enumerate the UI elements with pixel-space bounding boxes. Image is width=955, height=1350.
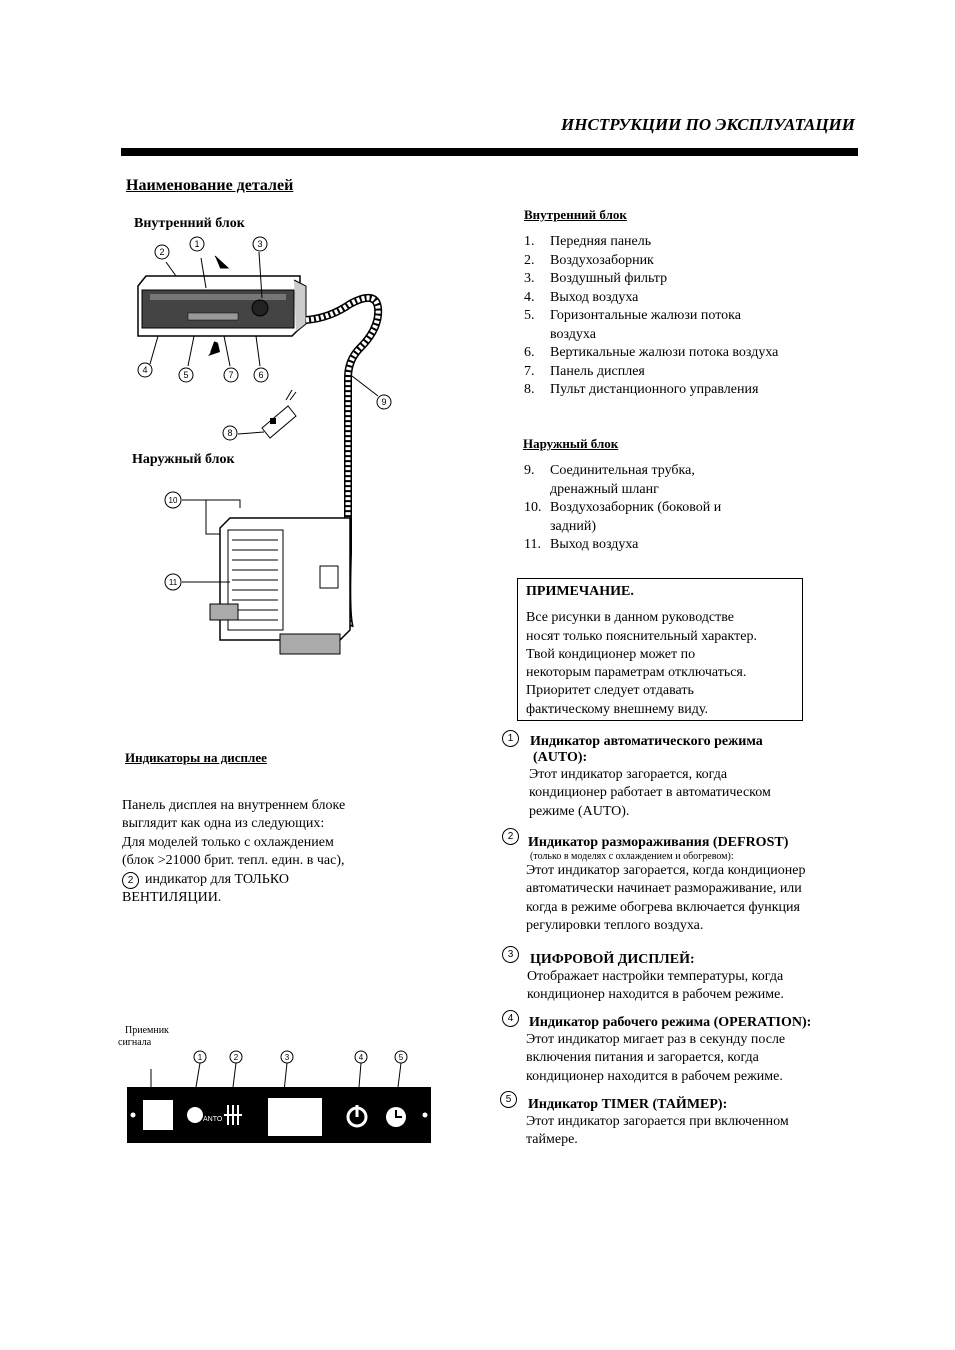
list-item: 3. Воздушный фильтр — [524, 271, 668, 286]
svg-text:2: 2 — [233, 1053, 239, 1062]
note-line: Все рисунки в данном руководстве — [526, 610, 734, 626]
section-title: Наименование деталей — [126, 177, 294, 194]
indicator-5-number: 5 — [500, 1091, 517, 1108]
header-rule — [121, 148, 858, 156]
callout-10: 10 — [168, 496, 178, 505]
callout-6: 6 — [258, 370, 264, 380]
parts-illustration — [120, 228, 400, 668]
callout-11: 11 — [168, 578, 178, 587]
indicator-3-block: 3 ЦИФРОВОЙ ДИСПЛЕЙ: Отображает настройки температуры, когда кондиционер находится в рабочем режиме. — [502, 946, 862, 1005]
note-line: носят только пояснительный характер. — [526, 628, 757, 644]
list-item: 11. Выход воздуха — [524, 537, 639, 552]
signal-receiver-label: Приемник сигнала — [118, 1025, 169, 1048]
note-line: фактическому внешнему виду. — [526, 701, 708, 717]
svg-text:4: 4 — [358, 1053, 364, 1062]
indicator-4-block: 4 Индикатор рабочего режима (OPERATION): Этот индикатор мигает раз в секунду после включения питания и загорается, когда кондиционер находится в рабочем режиме. — [502, 1010, 862, 1086]
note-line: Приоритет следует отдавать — [526, 683, 694, 699]
callout-8: 8 — [227, 428, 233, 438]
outdoor-list-title: Наружный блок — [523, 436, 619, 451]
svg-text:ANTO: ANTO — [203, 1116, 223, 1123]
indicator-note: (только в моделях с охлаждением и обогревом): — [530, 851, 734, 862]
indicator-2-symbol: 2 — [122, 872, 139, 889]
indicator-title: Индикатор TIMER (ТАЙМЕР): — [528, 1097, 728, 1112]
indicator-2-number: 2 — [502, 828, 519, 845]
svg-text:5: 5 — [398, 1053, 404, 1062]
note-line: Твой кондиционер может по — [526, 646, 696, 662]
indicator-3-number: 3 — [502, 946, 519, 963]
indoor-unit-drawing — [138, 256, 306, 356]
list-item: 9. Соединительная трубка, дренажный шланг — [524, 463, 695, 497]
note-box — [517, 578, 803, 721]
list-item: 8. Пульт дистанционного управления — [524, 382, 759, 397]
callout-9: 9 — [381, 397, 387, 407]
callout-1: 1 — [194, 239, 200, 249]
callout-4: 4 — [142, 365, 148, 375]
indicator-title: Индикатор рабочего режима (OPERATION): — [529, 1015, 812, 1030]
remote-control-drawing — [262, 390, 296, 438]
display-panel-diagram — [125, 1045, 433, 1145]
list-item: 2. Воздухозаборник — [524, 252, 654, 268]
signal-receiver-window — [143, 1100, 173, 1130]
indicator-title: Индикатор автоматического режима — [530, 734, 763, 749]
outdoor-unit-drawing — [210, 518, 350, 654]
indicator-4-number: 4 — [502, 1010, 519, 1027]
digital-display-window — [268, 1098, 322, 1136]
indicator-2-block: 2 Индикатор размораживания (DEFROST) (только в моделях с охлаждением и обогревом): Этот индикатор загорается, когда кондиционер автоматически начинает размораживание, или когда в режиме обогрева включается функция регулировки теплого воздуха. — [502, 828, 862, 936]
indicator-1-block: 1 Индикатор автоматического режима (AUTO): Этот индикатор загорается, когда кондиционер работает в автоматическом режиме (AUTO). — [502, 730, 862, 821]
outdoor-unit-label: Наружный блок — [132, 452, 235, 467]
svg-text:1: 1 — [197, 1053, 203, 1062]
indoor-parts-list — [524, 233, 804, 400]
svg-text:3: 3 — [284, 1053, 290, 1062]
callout-5: 5 — [183, 370, 189, 380]
indoor-unit-label: Внутренний блок — [134, 216, 245, 231]
list-item: 5. Горизонтальные жалюзи потока воздуха — [524, 308, 741, 342]
indoor-list-title: Внутренний блок — [524, 207, 627, 222]
list-item: 7. Панель дисплея — [524, 363, 645, 379]
indicator-title: ЦИФРОВОЙ ДИСПЛЕЙ: — [530, 952, 695, 967]
indicator-title2: (AUTO): — [533, 750, 588, 765]
page-header-title: ИНСТРУКЦИИ ПО ЭКСПЛУАТАЦИИ — [561, 115, 855, 134]
list-item: 1. Передняя панель — [524, 234, 652, 249]
timer-clock-icon — [386, 1107, 406, 1127]
callout-3: 3 — [257, 239, 263, 249]
list-item: 10. Воздухозаборник (боковой и задний) — [524, 500, 722, 534]
note-title: ПРИМЕЧАНИЕ. — [526, 584, 634, 599]
outdoor-parts-list — [524, 462, 754, 555]
callout-2: 2 — [159, 247, 165, 257]
indicator-title: Индикатор размораживания (DEFROST) — [528, 835, 789, 850]
list-item: 4. Выход воздуха — [524, 289, 639, 305]
indicator-1-number: 1 — [502, 730, 519, 747]
list-item: 6. Вертикальные жалюзи потока воздуха — [524, 345, 779, 360]
note-line: некоторым параметрам отключаться. — [526, 665, 747, 681]
display-description: Панель дисплея на внутреннем блоке выглядит как одна из следующих: Для моделей только с охлаждением (блок >21000 брит. тепл. един. в час), 2 индикатор для ТОЛЬКО ВЕНТИЛЯЦИИ. — [122, 798, 346, 906]
indicator-5-block: 5 Индикатор TIMER (ТАЙМЕР): Этот индикатор загорается при включенном таймере. — [500, 1091, 860, 1150]
display-indicators-title: Индикаторы на дисплее — [125, 750, 267, 765]
callout-7: 7 — [228, 370, 234, 380]
